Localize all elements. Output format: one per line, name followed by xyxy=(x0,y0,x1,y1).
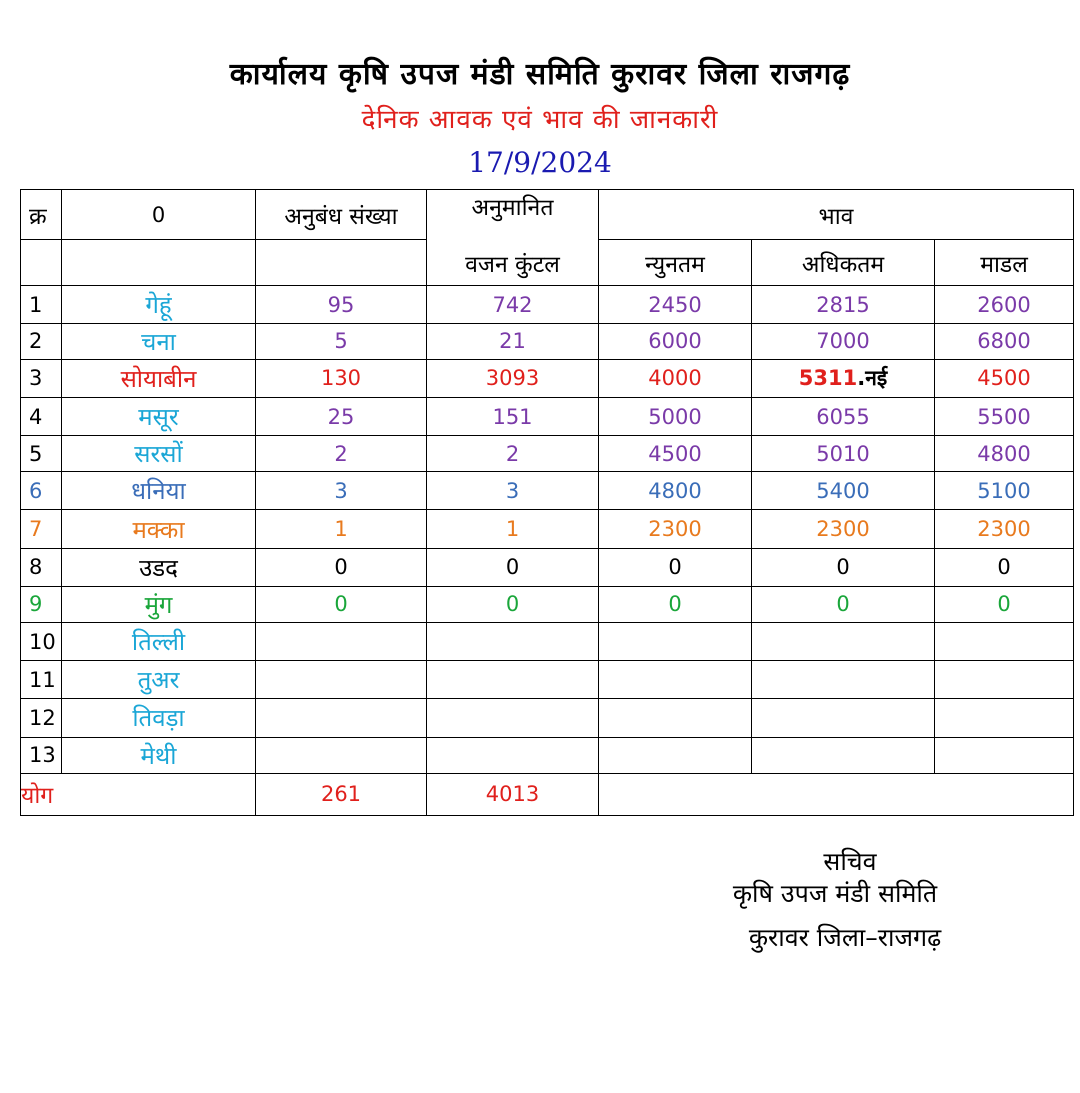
cell-crop: चना xyxy=(62,323,256,359)
report-subtitle: देनिक आवक एवं भाव की जानकारी xyxy=(361,105,719,135)
cell-max-price xyxy=(752,623,935,661)
cell-crop: तुअर xyxy=(62,661,256,699)
cell-weight xyxy=(427,623,599,661)
cell-max-price xyxy=(752,699,935,737)
cell-max-price xyxy=(752,661,935,699)
cell-min-price: 2300 xyxy=(599,510,752,548)
cell-serial: 7 xyxy=(21,510,62,548)
cell-min-price xyxy=(599,699,752,737)
cell-weight: 0 xyxy=(427,548,599,586)
cell-min-price: 0 xyxy=(599,548,752,586)
table-row xyxy=(21,699,1074,737)
cell-max-price: 5400 xyxy=(752,472,935,510)
cell-contracts: 3 xyxy=(256,472,427,510)
col-max-header: अधिकतम xyxy=(752,240,935,286)
cell-contracts: 95 xyxy=(256,286,427,323)
cell-contracts xyxy=(256,737,427,773)
cell-weight xyxy=(427,737,599,773)
table-row xyxy=(21,472,1074,510)
col-price-group-header: भाव xyxy=(599,190,1074,240)
cell-serial: 2 xyxy=(21,323,62,359)
total-contracts: 261 xyxy=(256,773,427,815)
cell-max-price: 2815 xyxy=(752,286,935,323)
cell-max-price: 0 xyxy=(752,548,935,586)
table-row xyxy=(21,737,1074,773)
cell-min-price xyxy=(599,623,752,661)
cell-min-price: 4000 xyxy=(599,359,752,397)
cell-model-price: 2600 xyxy=(935,286,1074,323)
header-row-1 xyxy=(21,190,1074,240)
mandi-price-table xyxy=(20,189,1074,816)
cell-model-price xyxy=(935,737,1074,773)
cell-weight: 0 xyxy=(427,586,599,622)
signature-designation: सचिव xyxy=(823,847,877,876)
cell-crop: तिल्ली xyxy=(62,623,256,661)
cell-serial: 3 xyxy=(21,359,62,397)
cell-weight xyxy=(427,699,599,737)
cell-min-price: 0 xyxy=(599,586,752,622)
cell-model-price: 2300 xyxy=(935,510,1074,548)
cell-contracts: 25 xyxy=(256,397,427,435)
max-price-value: 5311 xyxy=(798,366,858,391)
table-row xyxy=(21,548,1074,586)
col-crop-header: 0 xyxy=(62,190,256,240)
cell-min-price: 2450 xyxy=(599,286,752,323)
cell-model-price xyxy=(935,699,1074,737)
cell-serial: 12 xyxy=(21,699,62,737)
cell-model-price xyxy=(935,623,1074,661)
cell-weight: 742 xyxy=(427,286,599,323)
cell-model-price: 0 xyxy=(935,548,1074,586)
cell-weight: 3 xyxy=(427,472,599,510)
cell-crop: सोयाबीन xyxy=(62,359,256,397)
cell-contracts: 2 xyxy=(256,436,427,472)
table-row xyxy=(21,510,1074,548)
cell-contracts: 1 xyxy=(256,510,427,548)
cell-min-price: 4800 xyxy=(599,472,752,510)
cell-crop: उडद xyxy=(62,548,256,586)
table-row xyxy=(21,623,1074,661)
cell-contracts: 0 xyxy=(256,586,427,622)
cell-model-price: 5500 xyxy=(935,397,1074,435)
cell-serial: 4 xyxy=(21,397,62,435)
cell-min-price: 4500 xyxy=(599,436,752,472)
cell-contracts: 0 xyxy=(256,548,427,586)
cell-serial: 13 xyxy=(21,737,62,773)
cell-serial: 8 xyxy=(21,548,62,586)
cell-crop: तिवड़ा xyxy=(62,699,256,737)
cell-serial: 5 xyxy=(21,436,62,472)
cell-crop: मक्का xyxy=(62,510,256,548)
cell-model-price: 4800 xyxy=(935,436,1074,472)
new-crop-note: .नई xyxy=(857,366,888,391)
cell-crop: मुंग xyxy=(62,586,256,622)
cell-min-price: 6000 xyxy=(599,323,752,359)
cell-crop: मेथी xyxy=(62,737,256,773)
cell-serial: 11 xyxy=(21,661,62,699)
table-row xyxy=(21,359,1074,397)
cell-crop: सरसों xyxy=(62,436,256,472)
cell-model-price: 0 xyxy=(935,586,1074,622)
cell-contracts xyxy=(256,661,427,699)
cell-weight: 2 xyxy=(427,436,599,472)
cell-max-price: 5010 xyxy=(752,436,935,472)
total-row xyxy=(21,773,1074,815)
header-empty-cell xyxy=(256,240,427,286)
report-date: 17/9/2024 xyxy=(468,146,612,179)
table-row xyxy=(21,436,1074,472)
total-weight: 4013 xyxy=(427,773,599,815)
cell-contracts: 130 xyxy=(256,359,427,397)
cell-max-price: 0 xyxy=(752,586,935,622)
cell-serial: 6 xyxy=(21,472,62,510)
cell-max-price: 7000 xyxy=(752,323,935,359)
cell-weight: 1 xyxy=(427,510,599,548)
cell-weight: 3093 xyxy=(427,359,599,397)
cell-model-price: 5100 xyxy=(935,472,1074,510)
header-empty-cell xyxy=(21,240,62,286)
cell-serial: 1 xyxy=(21,286,62,323)
header-row-2 xyxy=(21,240,1074,286)
cell-crop: धनिया xyxy=(62,472,256,510)
cell-min-price xyxy=(599,661,752,699)
cell-crop: मसूर xyxy=(62,397,256,435)
cell-weight: 21 xyxy=(427,323,599,359)
cell-max-price xyxy=(752,359,935,397)
signature-organization: कृषि उपज मंडी समिति xyxy=(732,879,938,908)
cell-model-price: 6800 xyxy=(935,323,1074,359)
cell-weight: 151 xyxy=(427,397,599,435)
signature-location: कुरावर जिला–राजगढ़ xyxy=(748,923,942,952)
col-weight-header-line1: अनुमानित xyxy=(427,190,599,240)
cell-crop: गेहूं xyxy=(62,286,256,323)
cell-weight xyxy=(427,661,599,699)
col-min-header: न्युनतम xyxy=(599,240,752,286)
cell-contracts xyxy=(256,623,427,661)
cell-contracts xyxy=(256,699,427,737)
table-row xyxy=(21,286,1074,323)
cell-min-price xyxy=(599,737,752,773)
cell-contracts: 5 xyxy=(256,323,427,359)
cell-max-price: 2300 xyxy=(752,510,935,548)
cell-serial: 10 xyxy=(21,623,62,661)
cell-max-price: 6055 xyxy=(752,397,935,435)
cell-max-price xyxy=(752,737,935,773)
table-row xyxy=(21,586,1074,622)
table-row xyxy=(21,323,1074,359)
col-weight-header-line2: वजन कुंटल xyxy=(427,240,599,286)
col-serial-header: क्र xyxy=(21,190,62,240)
table-row xyxy=(21,397,1074,435)
cell-serial: 9 xyxy=(21,586,62,622)
col-model-header: माडल xyxy=(935,240,1074,286)
cell-model-price xyxy=(935,661,1074,699)
cell-model-price: 4500 xyxy=(935,359,1074,397)
total-label: योग xyxy=(21,773,256,815)
col-contracts-header: अनुबंध संख्या xyxy=(256,190,427,240)
table-row xyxy=(21,661,1074,699)
office-title: कार्यालय कृषि उपज मंडी समिति कुरावर जिला राजगढ़ xyxy=(229,57,851,92)
total-empty-cell xyxy=(599,773,1074,815)
cell-min-price: 5000 xyxy=(599,397,752,435)
header-empty-cell xyxy=(62,240,256,286)
